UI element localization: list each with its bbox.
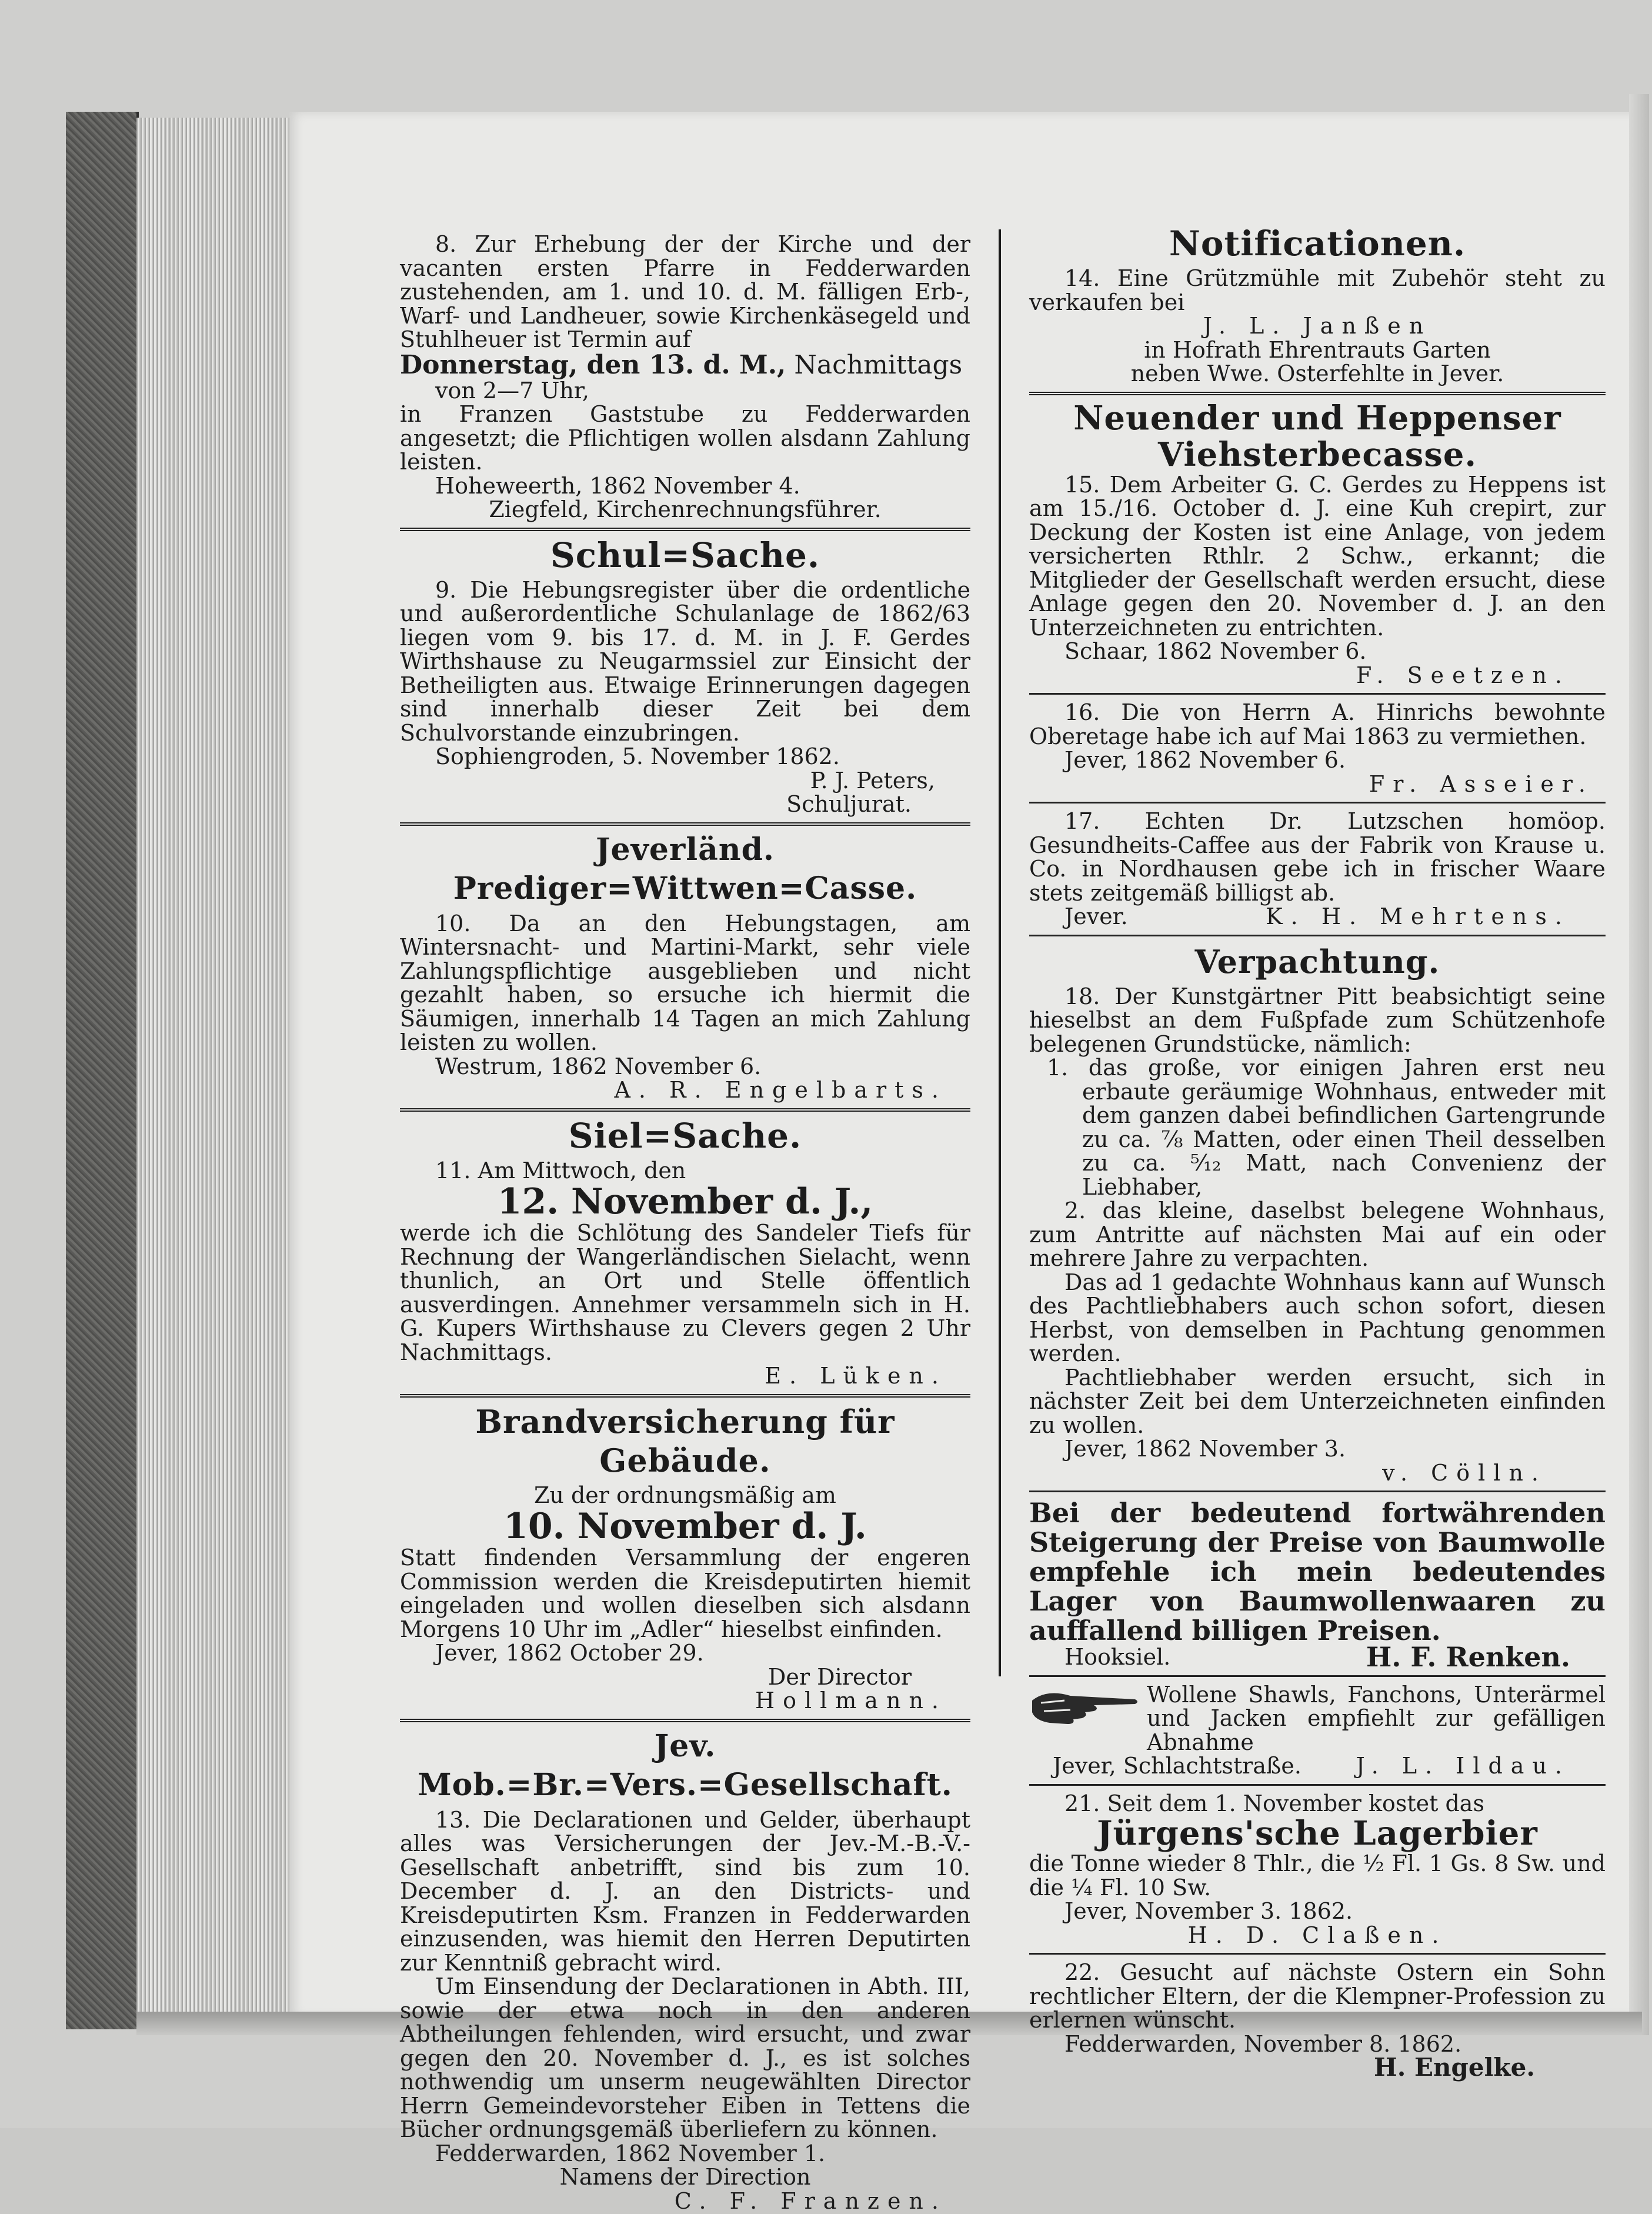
notice-15-signature: F. Seetzen. — [1356, 662, 1570, 688]
notice-21-signature: H. D. Claßen. — [1187, 1922, 1447, 1948]
notice-20-place: Jever, Schlachtstraße. — [1053, 1753, 1301, 1779]
notice-22 — [1029, 1960, 1606, 2080]
notice-12-date: 10. November d. J. — [503, 1506, 867, 1547]
pointing-hand-icon — [1029, 1683, 1141, 1730]
notice-11-signature: E. Lüken. — [765, 1363, 947, 1389]
notifications-heading: Notificationen. — [1169, 224, 1466, 264]
notice-8-time: von 2—7 Uhr, — [435, 377, 589, 404]
notice-9-title: Schuljurat. — [786, 791, 912, 817]
notice-10-heading: Jeverländ. Prediger=Wittwen=Casse. — [453, 831, 917, 906]
section-divider — [1029, 693, 1606, 695]
notice-15-heading-line2: Viehsterbecasse. — [1158, 435, 1477, 474]
notice-21 — [1029, 1792, 1606, 1948]
notice-13 — [400, 1727, 970, 2213]
notice-18-heading: Verpachtung. — [1194, 942, 1440, 981]
notice-8-signature: Ziegfeld, Kirchenrechnungsführer. — [489, 496, 882, 522]
notice-18-point1: 1. das große, vor einigen Jahren erst neu erbaute geräumige Wohnhaus, entweder mit dem ganzen dabei befindlichen Gartengrunde zu ca. ⅞ Matten, oder einen Theil desselben zu ca. ⁵⁄₁₂ Matt, nach Convenienz der Liebhaber, — [1047, 1055, 1606, 1200]
notice-16 — [1029, 701, 1606, 796]
notice-11 — [400, 1116, 970, 1388]
notice-18-text2: Das ad 1 gedachte Wohnhaus kann auf Wunsch des Pachtliebhabers auch schon sofort, diesen Herbst, von demselben in Pachtung genommen werden. — [1029, 1269, 1606, 1366]
notice-17-text: 17. Echten Dr. Lutzschen homöop. Gesundheits-Caffee aus der Fabrik von Krause u. Co. in Nordhausen gebe ich in frischer Waare stets zeitgemäß billigst ab. — [1029, 808, 1606, 906]
notice-17 — [1029, 809, 1606, 929]
notice-12-intro: Zu der ordnungsmäßig am — [534, 1482, 836, 1508]
notice-13-role: Namens der Direction — [559, 2164, 811, 2190]
section-divider — [1029, 802, 1606, 803]
notice-16-place-date: Jever, 1862 November 6. — [1064, 747, 1346, 773]
notice-12-role: Der Director — [767, 1663, 912, 1690]
notice-20-text: Wollene Shawls, Fanchons, Unterärmel und Jacken empfiehlt zur gefälligen Abnahme — [1147, 1681, 1606, 1755]
notice-18-point2: 2. das kleine, daselbst belegene Wohnhaus, zum Antritte auf nächsten Mai auf ein oder mehrere Jahre zu verpachten. — [1029, 1198, 1606, 1271]
notice-13-signature: C. F. Franzen. — [674, 2188, 947, 2214]
notice-19 — [1029, 1497, 1606, 1673]
notice-15-heading-line1: Neuender und Heppenser — [1073, 398, 1561, 438]
notice-9 — [400, 536, 970, 816]
notice-9-signature: P. J. Peters, — [810, 767, 935, 793]
notice-14-name: J. L. Janßen — [1203, 313, 1432, 339]
notice-9-heading: Schul=Sache. — [550, 535, 820, 575]
notice-9-place-date: Sophiengroden, 5. November 1862. — [435, 743, 840, 769]
section-divider — [1029, 1491, 1606, 1492]
notice-12-signature: Hollmann. — [755, 1688, 947, 1713]
section-divider — [400, 1108, 970, 1112]
notice-16-signature: Fr. Asseier. — [1369, 771, 1594, 797]
notice-10-place-date: Westrum, 1862 November 6. — [435, 1053, 762, 1079]
notice-21-place-date: Jever, November 3. 1862. — [1064, 1898, 1353, 1924]
notice-22-signature: H. Engelke. — [1374, 2053, 1535, 2082]
notice-8-date-suffix: Nachmittags — [794, 349, 963, 380]
notice-8-text: 8. Zur Erhebung der der Kirche und der vacanten ersten Pfarre in Fedderwarden zustehenden, am 1. und 10. d. M. fälligen Erb-, Warf- und Landheuer, sowie Kirchenkäsegeld und Stuhlheuer ist Termin auf — [400, 231, 970, 352]
notice-18-text: 18. Der Kunstgärtner Pitt beabsichtigt seine hieselbst an dem Fußpfade zum Schützenhofe belegenen Grundstücke, nämlich: — [1029, 983, 1606, 1057]
notice-12-heading: Brandversicherung für Gebäude. — [475, 1402, 895, 1479]
notice-9-text: 9. Die Hebungsregister über die ordentliche und außerordentliche Schulanlage de 1862/63 liegen vom 9. bis 17. d. M. in J. F. Gerdes Wirthshause zu Neugarmssiel zur Einsicht der Betheiligten aus. Etwaige Erinnerungen dagegen sind innerhalb dieser Zeit bei dem Schulvorstande einzubringen. — [400, 576, 970, 746]
notice-19-text: Bei der bedeutend fortwährenden Steigerung der Preise von Baumwolle empfehle ich mein bedeutendes Lager von Baumwollenwaaren zu auffallend billigen Preisen. — [1029, 1497, 1606, 1646]
section-divider — [400, 1719, 970, 1722]
notice-17-place: Jever. — [1064, 903, 1128, 929]
page-edges — [136, 118, 289, 2023]
notice-14 — [1029, 266, 1606, 386]
notice-10-text: 10. Da an den Hebungstagen, am Wintersnacht- und Martini-Markt, sehr viele Zahlungspflichtige ausgeblieben und nicht gezahlt haben, so ersuche ich hiermit die Säumigen, innerhalb 14 Tagen an mich Zahlung leisten zu wollen. — [400, 910, 970, 1055]
notice-14-text: 14. Eine Grützmühle mit Zubehör steht zu verkaufen bei — [1029, 265, 1606, 315]
notice-13-heading: Jev. Mob.=Br.=Vers.=Gesellschaft. — [418, 1728, 953, 1803]
notice-21-text: die Tonne wieder 8 Thlr., die ½ Fl. 1 Gs. 8 Sw. und die ¼ Fl. 10 Sw. — [1029, 1850, 1606, 1900]
section-divider — [1029, 392, 1606, 395]
notice-22-text: 22. Gesucht auf nächste Ostern ein Sohn rechtlicher Eltern, der die Klempner-Profession zu erlernen wünscht. — [1029, 1959, 1606, 2033]
column-divider — [999, 229, 1001, 1676]
notice-16-text: 16. Die von Herrn A. Hinrichs bewohnte Oberetage habe ich auf Mai 1863 zu vermiethen. — [1029, 699, 1606, 749]
notice-22-place-date: Fedderwarden, November 8. 1862. — [1064, 2030, 1462, 2057]
notice-13-place-date: Fedderwarden, 1862 November 1. — [435, 2140, 826, 2166]
notice-8-date: Donnerstag, den 13. d. M., — [400, 349, 786, 380]
notice-15-text: 15. Dem Arbeiter G. C. Gerdes zu Heppens ist am 15./16. October d. J. eine Kuh crepirt, zur Deckung der Kosten ist eine Anlage, von jedem versicherten Rthlr. 2 Schw., erkannt; die Mitglieder der Gesellschaft werden ersucht, diese Anlage gegen den 20. November d. J. an den Unterzeichneten zu entrichten. — [1029, 471, 1606, 641]
notice-15-place-date: Schaar, 1862 November 6. — [1064, 638, 1367, 664]
notice-18-signature: v. Cölln. — [1382, 1459, 1547, 1486]
notice-10-signature: A. R. Engelbarts. — [614, 1077, 947, 1103]
notice-8 — [400, 232, 970, 522]
notice-11-intro: 11. Am Mittwoch, den — [435, 1157, 686, 1183]
section-divider — [400, 1394, 970, 1398]
section-divider — [1029, 935, 1606, 936]
notice-14-addr1: in Hofrath Ehrentrauts Garten — [1144, 336, 1491, 363]
notice-20 — [1029, 1683, 1606, 1778]
notice-8-cont: in Franzen Gaststube zu Fedderwarden angesetzt; die Pflichtigen wollen alsdann Zahlung leisten. — [400, 401, 970, 475]
left-column — [400, 232, 970, 2213]
notice-20-signature: J. L. Ildau. — [1356, 1753, 1570, 1779]
notice-8-place-date: Hoheweerth, 1862 November 4. — [435, 472, 800, 499]
notice-14-addr2: neben Wwe. Osterfehlte in Jever. — [1130, 361, 1504, 386]
section-divider — [400, 822, 970, 826]
notice-13-text2: Um Einsendung der Declarationen in Abth. III, sowie der etwa noch in den anderen Abtheilungen fehlenden, wird ersucht, und zwar gegen den 20. November d. J., es ist solches nothwendig um unserm neugewählten Director Herrn Gemeindevorsteher Eiben in Tettens die Bücher ordnungsgemäß überliefern zu können. — [400, 1973, 970, 2142]
notice-13-text1: 13. Die Declarationen und Gelder, überhaupt alles was Versicherungen der Jev.-M.-B.-V.-Gesellschaft anbetrifft, sind bis zum 10. December d. J. an den Districts- und Kreisdeputirten Ksm. Franzen in Fedderwarden einzusenden, was hiemit den Herren Deputirten zur Kenntniß gebracht wird. — [400, 1806, 970, 1976]
notice-21-heading: Jürgens'sche Lagerbier — [1097, 1814, 1538, 1853]
notice-10 — [400, 831, 970, 1102]
notice-18-text3: Pachtliebhaber werden ersucht, sich in nächster Zeit bei dem Unterzeichneten einfinden zu wollen. — [1029, 1364, 1606, 1438]
notice-11-heading: Siel=Sache. — [568, 1115, 802, 1156]
notice-11-text: werde ich die Schlötung des Sandeler Tiefs für Rechnung der Wangerländischen Sielacht, wenn thunlich, an Ort und Stelle öffentlich ausverdingen. Annehmer versammeln sich in H. G. Kupers Wirthshause zu Clevers gegen 2 Uhr Nachmittags. — [400, 1220, 970, 1365]
notice-21-intro: 21. Seit dem 1. November kostet das — [1064, 1790, 1484, 1816]
right-column — [1029, 221, 1606, 2080]
notice-12 — [400, 1402, 970, 1713]
section-divider — [1029, 1953, 1606, 1955]
notice-17-signature: K. H. Mehrtens. — [1266, 903, 1570, 929]
notice-18 — [1029, 942, 1606, 1485]
book-cover-spine — [66, 112, 139, 2029]
notice-19-signature: H. F. Renken. — [1366, 1641, 1570, 1673]
notice-12-text: Statt findenden Versammlung der engeren Commission werden die Kreisdeputirten hiemit eingeladen und wollen dieselben sich alsdann Morgens 10 Uhr im „Adler“ hieselbst einfinden. — [400, 1545, 970, 1642]
section-divider — [1029, 1675, 1606, 1677]
notice-11-date: 12. November d. J., — [497, 1181, 873, 1222]
notice-15 — [1029, 400, 1606, 688]
notice-12-place-date: Jever, 1862 October 29. — [435, 1640, 704, 1666]
page-right-edge — [1629, 94, 1649, 2035]
section-divider — [400, 528, 970, 531]
notice-18-place-date: Jever, 1862 November 3. — [1064, 1436, 1346, 1462]
notice-19-place: Hooksiel. — [1064, 1644, 1171, 1670]
section-divider — [1029, 1784, 1606, 1786]
